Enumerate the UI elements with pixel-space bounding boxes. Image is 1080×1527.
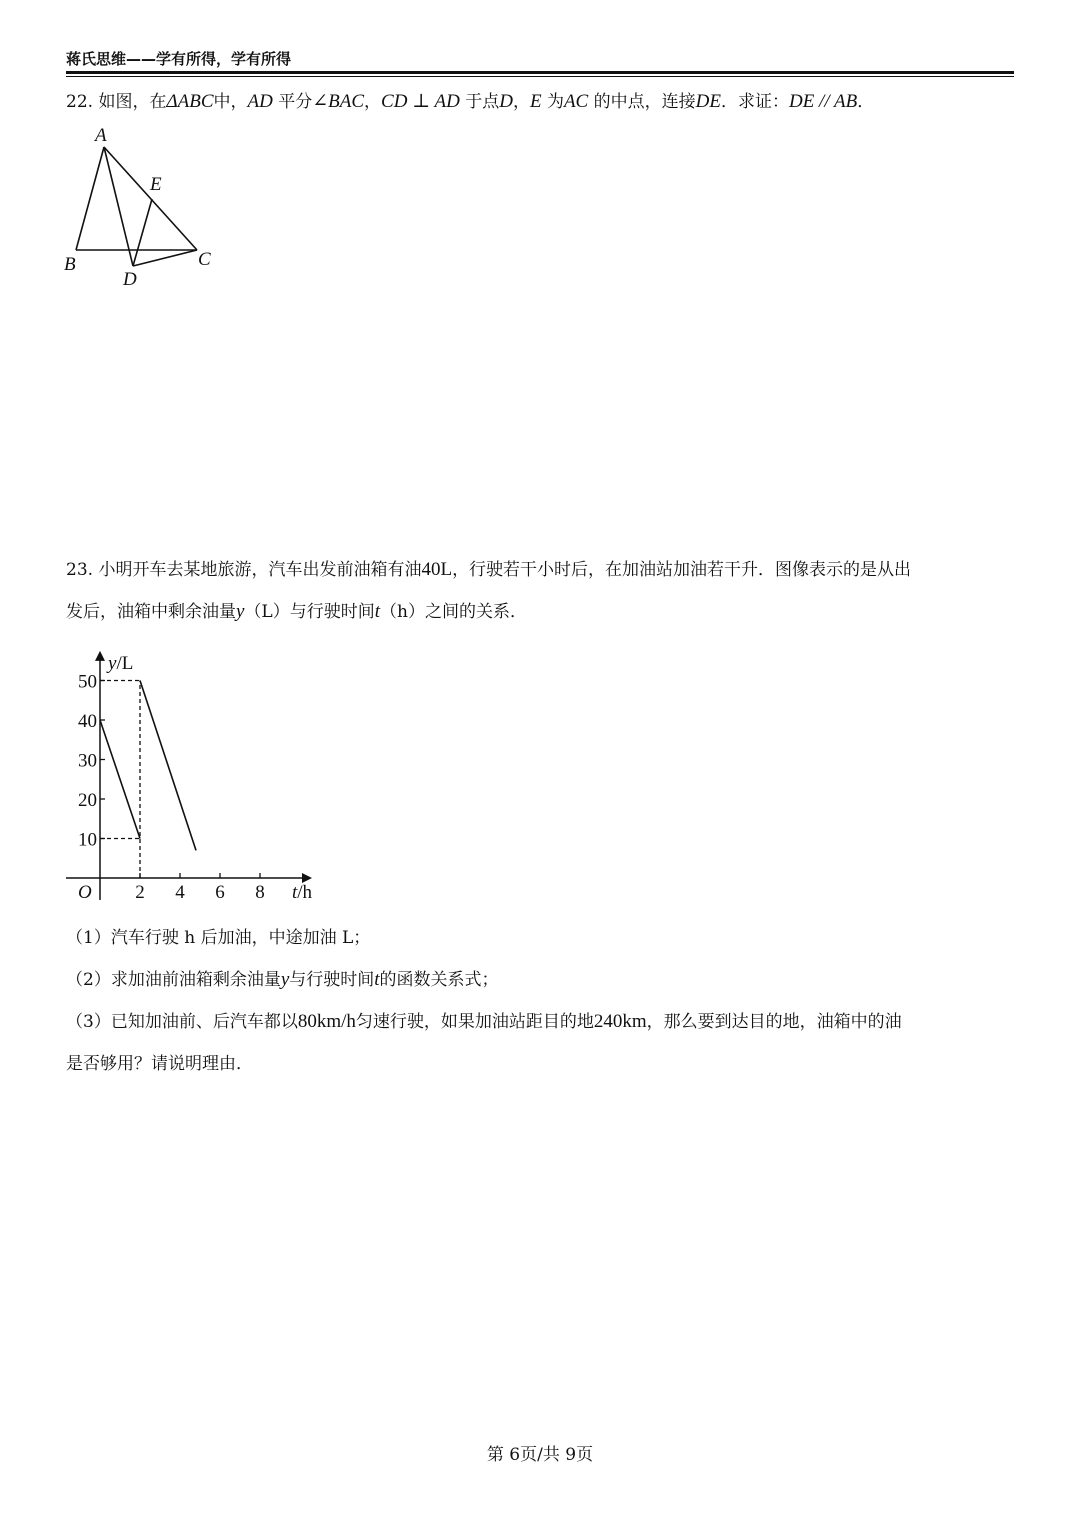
q22-text: 的中点，连接 <box>593 92 696 112</box>
q23-text: 小明开车去某地旅游，汽车出发前油箱有油 <box>98 560 422 580</box>
q22-point-d: D <box>499 91 513 112</box>
label-c: C <box>198 249 211 270</box>
page-footer: 第 6页/共 9页 <box>486 1445 594 1465</box>
q22-triangle: ΔABC <box>166 91 214 112</box>
header-title: 蒋氏思维——学有所得，学有所得 <box>66 50 292 68</box>
q22-text: 于点 <box>465 92 500 112</box>
q23-text: ，行驶若干小时后，在加油站加油若干升．图像表示的是从出 <box>452 560 912 580</box>
q22-text: ， <box>512 92 530 112</box>
q23-sub1 <box>66 926 1016 950</box>
q23-chart <box>0 0 340 920</box>
q23-text: （h）之间的关系． <box>380 602 527 622</box>
q23-speed: 80km/h <box>297 1011 356 1032</box>
q22-text: ．求证： <box>720 92 789 112</box>
q22-conclusion: DE // AB <box>788 91 858 112</box>
y-tick-label: 40 <box>78 711 97 732</box>
x-tick-label: 2 <box>135 882 145 903</box>
q22-text: 为 <box>546 92 564 112</box>
q23-var-t: t <box>374 969 380 990</box>
q23-sub2 <box>66 968 1016 992</box>
series-line-1 <box>100 720 140 839</box>
y-tick-label: 50 <box>78 671 97 693</box>
q22-text: ． <box>857 92 875 112</box>
label-b: B <box>64 254 76 275</box>
q23-text: （3）已知加油前、后汽车都以 <box>66 1012 298 1032</box>
series-line-2 <box>140 681 196 851</box>
label-d: D <box>123 269 137 290</box>
q23-var-t: t <box>374 601 381 622</box>
label-e: E <box>150 174 162 195</box>
y-tick-label: 30 <box>78 750 97 772</box>
q22-text: 平分 <box>278 92 313 112</box>
q23-var-y: y <box>280 969 290 990</box>
label-a: A <box>95 125 107 146</box>
q23-text: 是否够用？请说明理由． <box>66 1054 253 1074</box>
x-axis-label: t/h <box>292 882 313 903</box>
q23-sub3 <box>66 1010 1016 1034</box>
q22-text: 中， <box>213 92 248 112</box>
q23-number: 23. <box>66 560 94 580</box>
q23-fuel: 40L <box>421 559 453 580</box>
y-tick-label: 20 <box>78 790 97 811</box>
x-tick-label: 6 <box>215 882 225 903</box>
q23-text: 的函数关系式； <box>379 970 499 990</box>
q23-text: 与行驶时间 <box>289 970 375 990</box>
q22-number: 22. <box>66 92 94 112</box>
q22-ac: AC <box>563 91 589 112</box>
q22-text: ， <box>364 92 382 112</box>
y-tick-label: 10 <box>78 829 97 851</box>
x-tick-label: 8 <box>255 882 265 903</box>
q22-text: 如图，在 <box>98 92 167 112</box>
q23-text: 匀速行驶，如果加油站距目的地 <box>355 1012 594 1032</box>
q23-var-y: y <box>236 601 245 622</box>
q23-distance: 240km <box>593 1011 647 1032</box>
q23-sub3-cont <box>66 1052 1016 1076</box>
q23-sub1-text: （1）汽车行驶 h 后加油，中途加油 L； <box>66 928 371 948</box>
y-axis-label: y/L <box>108 652 134 674</box>
q22-angle: ∠BAC <box>312 91 365 112</box>
q23-text: （2）求加油前油箱剩余油量 <box>66 970 281 990</box>
q22-perpendicular: CD ⊥ AD <box>381 91 460 112</box>
q22-ad: AD <box>247 91 273 112</box>
q23-text: （L）与行驶时间 <box>244 602 375 622</box>
x-tick-label: 4 <box>175 882 185 903</box>
origin-label: O <box>78 882 92 903</box>
q22-point-e: E <box>529 91 542 112</box>
q22-de: DE <box>695 91 721 112</box>
q23-text: 发后，油箱中剩余油量 <box>66 602 236 622</box>
q23-text: ，那么要到达目的地，油箱中的油 <box>646 1012 902 1032</box>
